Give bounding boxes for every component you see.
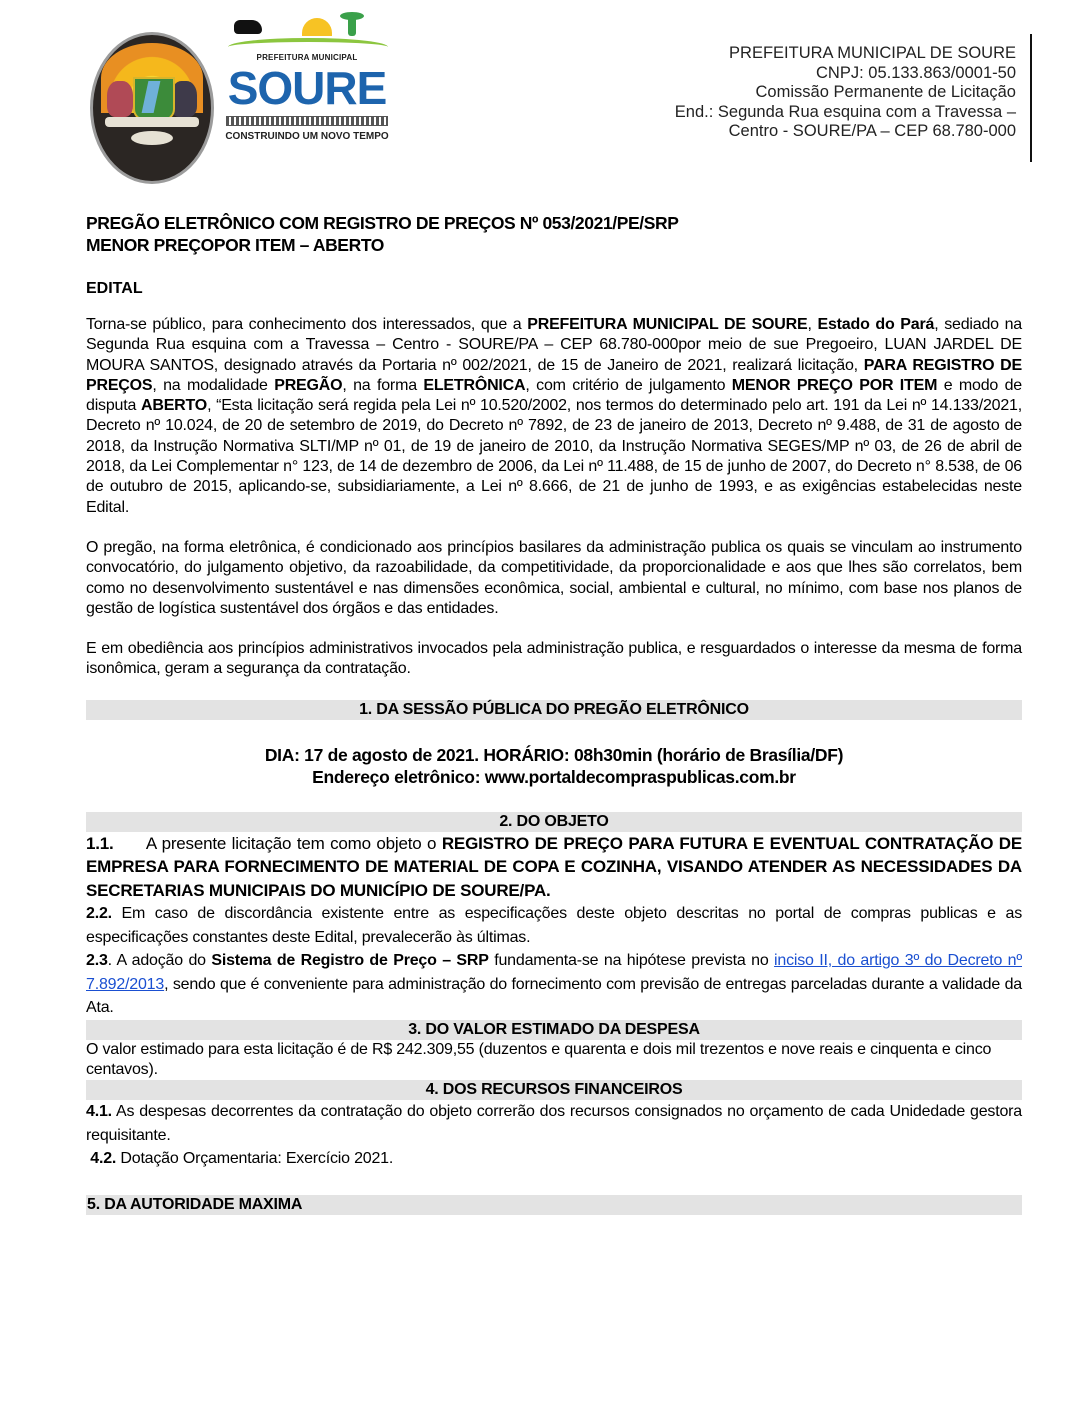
intro-bold: PREFEITURA MUNICIPAL DE SOURE bbox=[527, 316, 808, 333]
section-3-heading: 3. DO VALOR ESTIMADO DA DESPESA bbox=[86, 1020, 1022, 1040]
intro-text: , na modalidade bbox=[152, 376, 275, 394]
intro-bold: PREGÃO bbox=[274, 376, 343, 394]
section-2-body bbox=[86, 832, 1022, 1020]
decree-link[interactable]: inciso II, do artigo 3º do Decreto nº 7.892/2013 bbox=[86, 952, 1023, 993]
intro-text: Torna-se público, para conhecimento dos interessados, que a bbox=[86, 316, 528, 333]
item-4-2 bbox=[86, 1147, 1022, 1171]
crest-base-ribbon bbox=[131, 131, 173, 145]
org-address-line1: End.: Segunda Rua esquina com a Travessa – bbox=[674, 102, 1016, 121]
org-address-line2: Centro - SOURE/PA – CEP 68.780-000 bbox=[728, 122, 1016, 140]
item-number: 4.1. bbox=[86, 1103, 112, 1121]
obedience-paragraph: E em obediência aos princípios administrativos invocados pela administração publica, e resguardados o interesse da mesma de forma isonômica, geram a segurança da contratação. bbox=[86, 640, 1022, 678]
intro-text: , com critério de julgamento bbox=[525, 376, 732, 394]
item-number: 1.1. bbox=[86, 833, 114, 853]
section-1-heading: 1. DA SESSÃO PÚBLICA DO PREGÃO ELETRÔNICO bbox=[86, 700, 1022, 720]
section-2-heading: 2. DO OBJETO bbox=[86, 812, 1022, 832]
item-1-1 bbox=[86, 832, 1022, 903]
org-cnpj: CNPJ: 05.133.863/0001-50 bbox=[816, 63, 1016, 82]
item-bold-text: Sistema de Registro de Preço – SRP bbox=[211, 952, 489, 970]
section-5-heading: 5. DA AUTORIDADE MAXIMA bbox=[86, 1195, 1022, 1215]
palm-tree-icon bbox=[348, 14, 356, 36]
item-text: , sendo que é conveniente para administração do fornecimento com previsão de entregas parceladas durante a validade da Ata. bbox=[86, 975, 1022, 1017]
organization-info bbox=[675, 44, 1016, 142]
municipal-crest-logo bbox=[90, 32, 214, 184]
document-body bbox=[86, 212, 1022, 1215]
brand-top-label: PREFEITURA MUNICIPAL bbox=[256, 53, 358, 62]
section-4-heading: 4. DOS RECURSOS FINANCEIROS bbox=[86, 1080, 1022, 1100]
item-text: fundamenta-se na hipótese prevista no bbox=[488, 952, 775, 970]
section-3-body bbox=[86, 1040, 1022, 1081]
prefeitura-brand-logo bbox=[222, 10, 392, 155]
item-bold-text: REGISTRO DE PREÇO PARA FUTURA E EVENTUAL CONTRATAÇÃO DE EMPRESA PARA FORNECIMENTO DE MATERIAL DE COPA E COZINHA, VISANDO ATENDER AS NECESSIDADES DA SECRETARIAS MUNICIPAIS DO MUNICÍPIO DE SOURE/PA. bbox=[86, 833, 1023, 900]
title-line-1: PREGÃO ELETRÔNICO COM REGISTRO DE PREÇOS Nº 053/2021/PE/SRP bbox=[86, 213, 679, 233]
header-divider bbox=[1030, 34, 1032, 162]
edital-label: EDITAL bbox=[86, 280, 143, 297]
intro-bold: PARA REGISTRO DE PREÇOS bbox=[86, 356, 1022, 394]
item-number: 2.2. bbox=[86, 905, 112, 923]
section-4-body bbox=[86, 1100, 1022, 1171]
item-text: A presente licitação tem como objeto o bbox=[145, 833, 442, 853]
item-number: 4.2. bbox=[90, 1150, 117, 1168]
session-address: Endereço eletrônico: www.portaldecompraspublicas.com.br bbox=[312, 766, 796, 787]
greek-key-border bbox=[226, 116, 388, 126]
buffalo-icon bbox=[234, 20, 262, 34]
intro-bold: ABERTO bbox=[140, 397, 208, 415]
intro-text: , bbox=[807, 316, 818, 333]
principles-paragraph: O pregão, na forma eletrônica, é condicionado aos princípios basilares da administração publica os quais se vinculam ao instrumento convocatório, do julgamento objetivo, da razoabilidade, da competitividade, da proporcionalidade e aos que lhes são correlatos, bem como no desenvolvimento sustentável e nas dimensões econômica, social, ambiental e cultural, no mínimo, com base nos planos de gestão de logística sustentável dos órgãos e das entidades. bbox=[86, 538, 1022, 617]
crest-left-supporter bbox=[107, 81, 133, 117]
intro-text: e modo de disputa bbox=[86, 376, 1023, 415]
intro-bold: ELETRÔNICA bbox=[423, 376, 526, 394]
org-commission: Comissão Permanente de Licitação bbox=[755, 83, 1016, 101]
item-2-3 bbox=[86, 949, 1022, 1020]
item-number: 2.3 bbox=[86, 952, 108, 970]
item-text: Em caso de discordância existente entre as especificações deste objeto descritas no portal de compras publicas e as especificações constantes deste Edital, prevalecerão às últimas. bbox=[86, 905, 1022, 946]
session-info bbox=[86, 744, 1022, 788]
item-text: Dotação Orçamentaria: Exercício 2021. bbox=[116, 1150, 394, 1168]
intro-bold: Estado do Pará bbox=[817, 316, 935, 333]
letterhead bbox=[0, 0, 1088, 190]
intro-text: , “Esta licitação será regida pela Lei nº 10.520/2002, nos termos do determinado pelo art. 191 da Lei nº 14.133/2021, Decreto nº 10.024, de 20 de setembro de 2019, do Decreto nº 7892, de 23 de janeiro de 2013, Decreto nº 9.488, de 31 de agosto de 2018, da Instrução Normativa SLTI/MP nº 01, de 19 de janeiro de 2010, da Instrução Normativa SEGES/MP nº 03, de 26 de abril de 2018, da Lei Complementar n° 123, de 14 de dezembro de 2006, da Lei nº 11.488, de 15 de junho de 2007, do Decreto n° 8.538, de 06 de outubro de 2015, aplicando-se, subsidiariamente, a Lei nº 8.666, de 21 de junho de 1993, e as exigências estabelecidas neste Edital. bbox=[86, 397, 1022, 516]
item-4-1 bbox=[86, 1100, 1022, 1147]
document-title bbox=[86, 212, 1022, 256]
crest-ribbon bbox=[105, 117, 199, 127]
intro-text: , sediado na Segunda Rua esquina com a Travessa – Centro - SOURE/PA – CEP 68.780-000por meio de sue Pregoeiro, LUAN JARDEL DE MOURA SANTOS, designado através da Portaria nº 002/2021, de 15 de Janeiro de 2021, realizará licitação, bbox=[86, 316, 1023, 374]
item-2-2 bbox=[86, 902, 1022, 949]
item-text: . A adoção do bbox=[107, 952, 212, 970]
org-name: PREFEITURA MUNICIPAL DE SOURE bbox=[729, 44, 1016, 62]
estimated-value-text: O valor estimado para esta licitação é de R$ 242.309,55 (duzentos e quarenta e dois mil trezentos e nove reais e cinquenta e cinco centavos). bbox=[86, 1040, 992, 1079]
brand-slogan: CONSTRUINDO UM NOVO TEMPO bbox=[225, 131, 389, 142]
title-line-2: MENOR PREÇOPOR ITEM – ABERTO bbox=[86, 235, 384, 255]
session-date-time: DIA: 17 de agosto de 2021. HORÁRIO: 08h30min (horário de Brasília/DF) bbox=[264, 744, 844, 765]
intro-bold: MENOR PREÇO POR ITEM bbox=[731, 376, 938, 394]
item-text: As despesas decorrentes da contratação do objeto correrão dos recursos consignados no orçamento de cada Unidedade gestora requisitante. bbox=[86, 1103, 1022, 1144]
intro-paragraph bbox=[86, 315, 1022, 518]
sun-icon bbox=[302, 18, 332, 36]
intro-text: , na forma bbox=[342, 376, 424, 394]
brand-name: SOURE bbox=[227, 62, 387, 114]
